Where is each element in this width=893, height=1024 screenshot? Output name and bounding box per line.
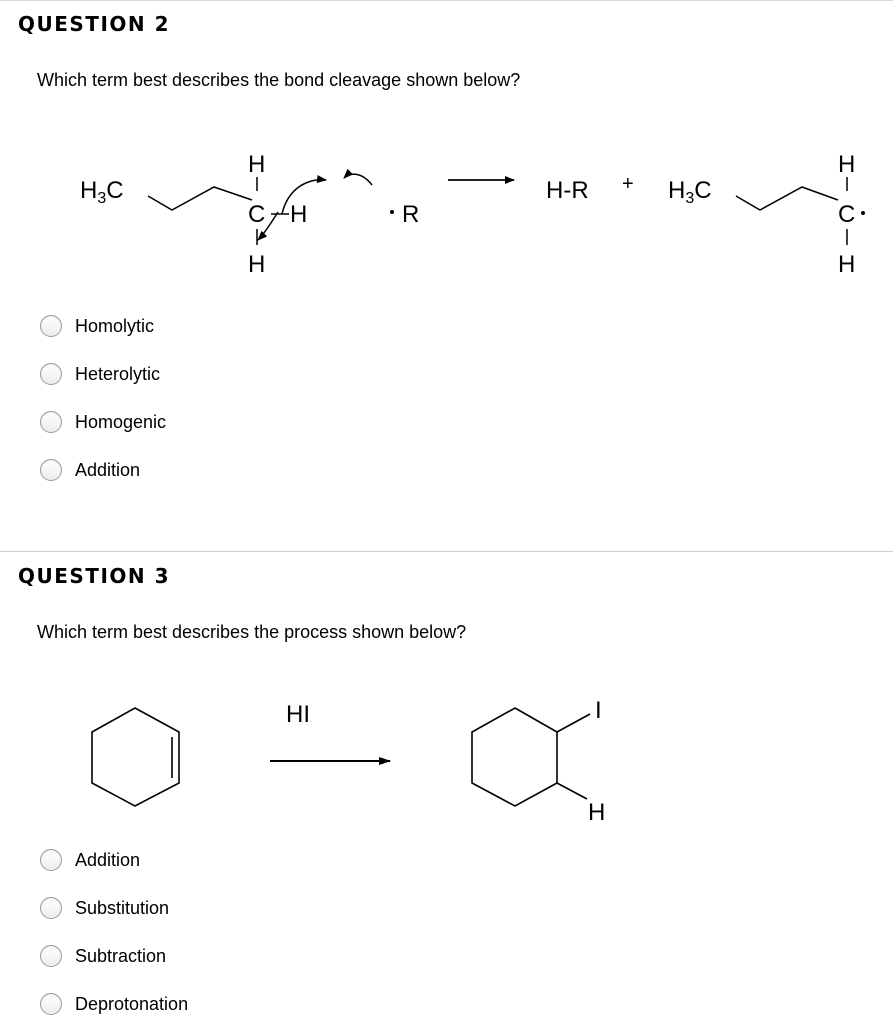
q3-option-substitution[interactable] [40,893,169,923]
q2-option-homogenic[interactable] [40,407,166,437]
question-2-prompt: Which term best describes the bond cleavage shown below? [37,70,521,90]
hydrogen-label: H [588,799,606,826]
option-label: Addition [75,849,141,870]
product-top-h: H [838,151,856,178]
radio-button-icon[interactable] [40,363,62,385]
product-carbon: C [838,201,856,228]
q3-option-addition[interactable] [40,845,140,875]
question-3-prompt: Which term best describes the process shown below? [37,622,467,642]
radio-button-icon[interactable] [40,459,62,481]
q2-option-homolytic[interactable] [40,311,154,341]
option-label: Homogenic [75,411,167,432]
reactant-bottom-h: H [248,251,266,278]
radio-button-icon[interactable] [40,411,62,433]
cyclohexene-ring [92,708,179,806]
q2-option-addition[interactable] [40,455,140,485]
question-2-title: QUESTION 2 [18,12,171,36]
reactant-carbon: C [248,201,266,228]
curved-arrow-from-r [344,174,372,185]
reactant-side-h: H [290,201,308,228]
q2-option-heterolytic[interactable] [40,359,160,389]
option-label: Deprotonation [75,993,189,1014]
radio-button-icon[interactable] [40,993,62,1015]
c-i-bond [557,714,590,732]
reagent-hi: HI [286,701,310,728]
question-3-title: QUESTION 3 [18,564,171,588]
reactant-top-h: H [248,151,266,178]
bond-cleavage-figure [0,0,893,300]
option-label: Substitution [75,897,170,918]
product-radical-dot [861,211,865,215]
cyclohexane-ring [472,708,557,806]
reactant-methyl-label: $H_3C$ [80,177,124,207]
option-label: Subtraction [75,945,167,966]
radio-button-icon[interactable] [40,315,62,337]
q3-option-deprotonation[interactable] [40,989,188,1019]
option-label: Heterolytic [75,363,161,384]
product-methyl-label: $H_3C$ [668,177,712,207]
c-h-bond [557,783,587,799]
radical-dot [390,210,394,214]
q3-option-subtraction[interactable] [40,941,166,971]
question-divider [0,551,893,552]
radio-button-icon[interactable] [40,897,62,919]
radio-button-icon[interactable] [40,849,62,871]
radio-button-icon[interactable] [40,945,62,967]
product-hr: H-R [546,177,589,204]
product-chain [736,187,838,210]
radical-r: R [402,201,420,228]
iodine-label: I [595,697,602,724]
product-bottom-h: H [838,251,856,278]
plus-sign: + [622,173,634,195]
option-label: Addition [75,459,141,480]
addition-figure [0,680,893,840]
reactant-chain [148,187,252,210]
option-label: Homolytic [75,315,155,336]
